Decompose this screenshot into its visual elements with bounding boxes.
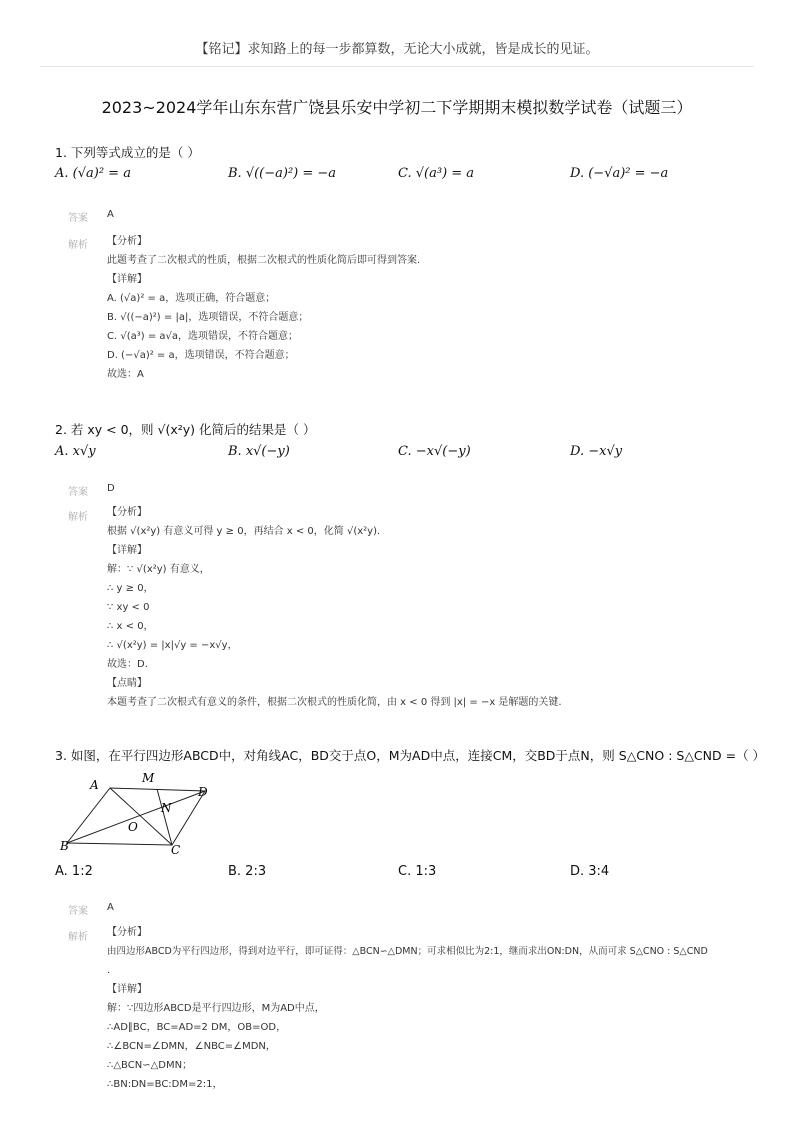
solution-line: 此题考查了二次根式的性质，根据二次根式的性质化简后即可得到答案.	[107, 255, 421, 266]
solution-line: 解：∵ √(x²y) 有意义，	[107, 564, 210, 575]
solution-line: 本题考查了二次根式有意义的条件，根据二次根式的性质化简，由 x < 0 得到 |x| = −x 是解题的关键.	[107, 697, 562, 708]
solution-line: ∴△BCN∽△DMN；	[107, 1060, 193, 1071]
label-m: M	[142, 771, 155, 785]
question-3-option-d: D. 3:4	[570, 864, 610, 879]
solution-line: C. √(a³) = a√a，选项错误，不符合题意；	[107, 331, 299, 342]
solution-line: 【详解】	[107, 545, 147, 556]
page-title: 2023~2024学年山东东营广饶县乐安中学初二下学期期末模拟数学试卷（试题三）	[101, 98, 693, 117]
label-c: C	[171, 843, 181, 857]
answer-label: 答案	[68, 487, 88, 498]
label-o: O	[128, 820, 138, 834]
header-divider	[40, 66, 754, 67]
question-3-stem: 3. 如图，在平行四边形ABCD中，对角线AC，BD交于点O，M为AD中点，连接CM，交BD于点N，则 S△CNO : S△CND =（ ）	[55, 748, 766, 763]
label-b: B	[60, 839, 69, 853]
solution-line: B. √((−a)²) = |a|，选项错误，不符合题意；	[107, 312, 309, 323]
question-1-option-d: D. (−√a)² = −a	[570, 166, 669, 181]
question-2-stem: 2. 若 xy < 0，则 √(x²y) 化简后的结果是（ ）	[55, 422, 316, 437]
solution-line: A. (√a)² = a，选项正确，符合题意；	[107, 293, 276, 304]
question-2-option-d: D. −x√y	[570, 444, 623, 459]
question-3-answer: A	[107, 902, 114, 913]
analysis-label: 解析	[68, 240, 88, 251]
solution-line: ∴ √(x²y) = |x|√y = −x√y，	[107, 640, 238, 651]
diagonal-ac	[110, 788, 172, 845]
solution-line: ∴ x < 0，	[107, 621, 154, 632]
question-1-answer: A	[107, 209, 114, 220]
label-d: D	[198, 785, 208, 799]
solution-line: ∴BN:DN=BC:DM=2:1，	[107, 1079, 223, 1090]
solution-line: 【分析】	[107, 507, 147, 518]
question-1-option-c: C. √(a³) = a	[398, 166, 475, 181]
solution-line: 【详解】	[107, 984, 147, 995]
solution-line: 【详解】	[107, 274, 147, 285]
question-2-option-c: C. −x√(−y)	[398, 444, 471, 459]
analysis-label: 解析	[68, 512, 88, 523]
question-3-option-a: A. 1:2	[55, 864, 93, 879]
solution-line: ∴AD∥BC，BC=AD=2 DM，OB=OD，	[107, 1022, 287, 1033]
question-2-option-b: B. x√(−y)	[228, 444, 290, 459]
question-1-stem: 1. 下列等式成立的是（ ）	[55, 145, 200, 160]
question-3-solution	[107, 923, 708, 1094]
question-3-option-b: B. 2:3	[228, 864, 267, 879]
segment-cm	[157, 789, 172, 845]
question-2-answer: D	[107, 483, 115, 494]
solution-line: .	[107, 965, 111, 976]
solution-line: 故选：A	[107, 369, 144, 380]
label-n: N	[161, 801, 172, 815]
analysis-label: 解析	[68, 932, 88, 943]
label-a: A	[90, 778, 99, 792]
motto: 【铭记】求知路上的每一步都算数，无论大小成就，皆是成长的见证。	[195, 42, 599, 57]
answer-label: 答案	[68, 213, 88, 224]
solution-line: ∴ y ≥ 0，	[107, 583, 154, 594]
solution-line: ∵ xy < 0	[107, 602, 150, 613]
solution-line: 【分析】	[107, 236, 147, 247]
question-2-option-a: A. x√y	[55, 444, 96, 459]
solution-line: D. (−√a)² = a，选项错误，不符合题意；	[107, 350, 295, 361]
solution-line: 【分析】	[107, 927, 147, 938]
parallelogram-figure	[55, 768, 225, 858]
solution-line: 故选：D.	[107, 659, 148, 670]
question-1-solution	[107, 232, 420, 384]
question-1-option-b: B. √((−a)²) = −a	[228, 166, 337, 181]
question-1-option-a: A. (√a)² = a	[55, 166, 131, 181]
solution-line: ∴∠BCN=∠DMN，∠NBC=∠MDN，	[107, 1041, 276, 1052]
solution-line: 【点睛】	[107, 678, 147, 689]
question-2-solution	[107, 503, 562, 712]
solution-line: 解：∵四边形ABCD是平行四边形，M为AD中点，	[107, 1003, 325, 1014]
answer-label: 答案	[68, 906, 88, 917]
solution-line: 根据 √(x²y) 有意义可得 y ≥ 0，再结合 x < 0，化简 √(x²y).	[107, 526, 381, 537]
solution-line: 由四边形ABCD为平行四边形，得到对边平行，即可证得：△BCN∽△DMN；可求相似比为2:1，继而求出ON:DN，从而可求 S△CNO : S△CND	[107, 946, 708, 957]
question-3-option-c: C. 1:3	[398, 864, 437, 879]
